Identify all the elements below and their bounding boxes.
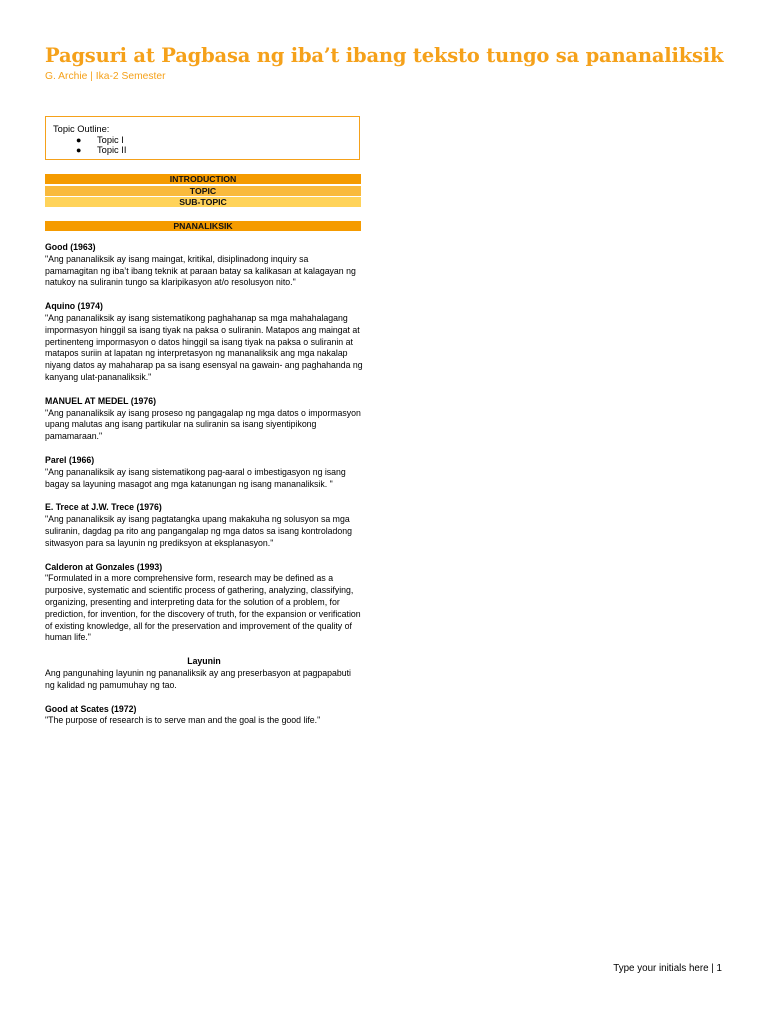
topic-outline-item-label: Topic II	[97, 145, 127, 155]
topic-outline-item	[53, 135, 359, 146]
definition-entry-good-scates	[45, 704, 363, 728]
entry-quote: "The purpose of research is to serve man and the goal is the good life."	[45, 715, 321, 726]
topic-outline-list	[53, 135, 359, 156]
layunin-heading: Layunin	[187, 656, 221, 667]
bullet-icon: ●	[76, 134, 82, 145]
topic-outline-heading: Topic Outline:	[53, 124, 110, 134]
definition-entry-parel	[45, 455, 363, 490]
document-body	[45, 242, 363, 739]
entry-author: Parel (1966)	[45, 454, 95, 465]
topic-outline-box	[45, 116, 360, 160]
subtopic-heading-bar: SUB-TOPIC	[45, 197, 361, 207]
definition-entry-aquino	[45, 301, 363, 384]
pananaliksik-heading-bar: PNANALIKSIK	[45, 221, 361, 231]
bullet-icon: ●	[76, 145, 82, 155]
layunin-text: Ang pangunahing layunin ng pananaliksik ay ang preserbasyon at pagpapabuti ng kalidad ng pamumuhay ng tao.	[45, 667, 351, 690]
entry-quote: "Formulated in a more comprehensive form, research may be defined as a purposive, systematic and scientific process of gathering, analyzing, classifying, organizing, presenting and interpreting data for the solution of a problem, for prediction, for invention, for the discovery of truth, for the expansion or verification of existing knowledge, all for the preservation and improvement of the quality of human life."	[45, 573, 361, 643]
entry-quote: "Ang pananaliksik ay isang proseso ng pangagalap ng mga datos o impormasyon upang malutas ang isang partikular na suliranin sa isang siyentipikong pamamaraan."	[45, 407, 361, 442]
page-footer: Type your initials here | 1	[613, 963, 722, 974]
entry-quote: "Ang pananaliksik ay isang pagtatangka upang makakuha ng solusyon sa mga suliranin, dagdag pa rito ang pangangalap ng mga datos sa isang kontroladong sitwasyon para sa layunin ng prediksyon at eksplanasyon."	[45, 514, 352, 548]
entry-author: E. Trece at J.W. Trece (1976)	[45, 502, 162, 513]
entry-quote: "Ang pananaliksik ay isang sistematikong paghahanap sa mga mahahalagang impormasyon hinggil sa isang tiyak na paksa o suliranin. Matapos ang maingat at pertinenteng impormasyon o datos hinggil sa isang tiyak na paksa o suliranin at matapos suriin at lapatan ng interpretasyon ng mananaliksik ang mga nakalap niyang datos ay mahaharap pa sa isang esensyal na gawain- ang paghahanda ng kanyang ulat-pananaliksik."	[45, 312, 363, 382]
introduction-heading-bar: INTRODUCTION	[45, 174, 361, 184]
entry-author: Good (1963)	[45, 242, 96, 252]
topic-heading-bar: TOPIC	[45, 186, 361, 196]
topic-outline-item	[53, 145, 359, 156]
topic-outline-item-label: Topic I	[97, 134, 124, 145]
entry-author: Good at Scates (1972)	[45, 703, 137, 714]
entry-author: MANUEL AT MEDEL (1976)	[45, 395, 157, 406]
entry-author: Calderon at Gonzales (1993)	[45, 561, 163, 572]
page-title: Pagsuri at Pagbasa ng iba’t ibang teksto tungo sa pananaliksik	[45, 44, 724, 67]
entry-quote: "Ang pananaliksik ay isang maingat, kritikal, disiplinadong inquiry sa pamamagitan ng iba’t ibang teknik at paraan batay sa kalikasan at kalagayan ng natukoy na suliranin tungo sa klaripikasyon at/o resolusyon nito."	[45, 253, 356, 288]
definition-entry-calderon-gonzales	[45, 562, 363, 645]
layunin-section	[45, 656, 363, 691]
page-subtitle: G. Archie | Ika-2 Semester	[45, 71, 166, 82]
definition-entry-manuel-medel	[45, 396, 363, 443]
definition-entry-trece	[45, 502, 363, 549]
definition-entry-good	[45, 242, 363, 289]
entry-author: Aquino (1974)	[45, 301, 103, 312]
entry-quote: "Ang pananaliksik ay isang sistematikong pag-aaral o imbestigasyon ng isang bagay sa layuning masagot ang mga katanungan ng isang mananaliksik. "	[45, 466, 346, 489]
